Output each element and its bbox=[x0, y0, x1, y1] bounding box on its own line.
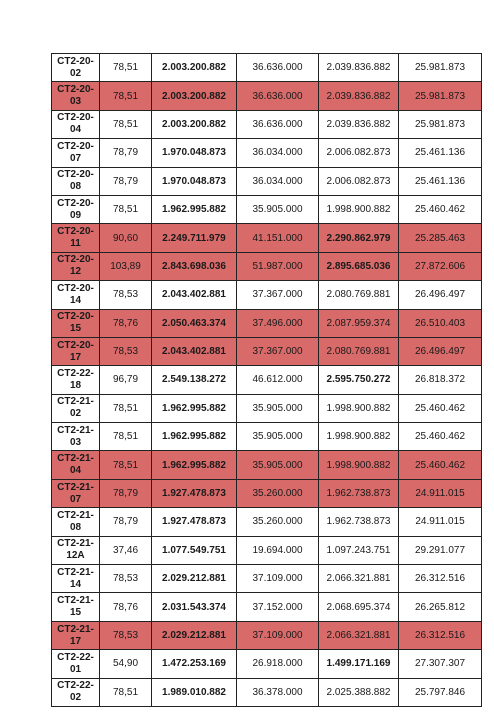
total-price-cell: 1.472.253.169 bbox=[152, 650, 237, 678]
fee-cell: 36.378.000 bbox=[237, 678, 319, 706]
sum-cell: 1.499.171.169 bbox=[319, 650, 399, 678]
unit-code-bottom: 08 bbox=[69, 521, 82, 533]
table-row bbox=[52, 451, 482, 479]
unit-code-cell bbox=[52, 565, 100, 593]
unit-code-cell bbox=[52, 281, 100, 309]
area-cell: 78,79 bbox=[100, 167, 152, 195]
unit-code-bottom: 12A bbox=[66, 550, 85, 562]
area-cell: 78,51 bbox=[100, 394, 152, 422]
total-price-cell: 2.249.711.979 bbox=[152, 224, 237, 252]
area-cell: 78,51 bbox=[100, 451, 152, 479]
unit-code-top: CT2-22- bbox=[57, 367, 94, 379]
total-price-cell: 1.962.995.882 bbox=[152, 394, 237, 422]
fee-cell: 36.636.000 bbox=[237, 54, 319, 82]
unit-price-cell: 25.981.873 bbox=[399, 54, 482, 82]
unit-price-cell: 25.981.873 bbox=[399, 110, 482, 138]
fee-cell: 37.109.000 bbox=[237, 621, 319, 649]
unit-code-cell bbox=[52, 139, 100, 167]
unit-code-top: CT2-22- bbox=[57, 651, 94, 663]
unit-code-top: CT2-21- bbox=[57, 509, 94, 521]
unit-price-cell: 24.911.015 bbox=[399, 508, 482, 536]
unit-code-top: CT2-20- bbox=[57, 140, 94, 152]
unit-code-bottom: 15 bbox=[69, 323, 82, 335]
total-price-cell: 1.989.010.882 bbox=[152, 678, 237, 706]
fee-cell: 19.694.000 bbox=[237, 536, 319, 564]
table-row bbox=[52, 224, 482, 252]
unit-code-bottom: 03 bbox=[69, 96, 82, 108]
unit-code-cell bbox=[52, 423, 100, 451]
area-cell: 78,51 bbox=[100, 82, 152, 110]
fee-cell: 51.987.000 bbox=[237, 252, 319, 280]
table-row bbox=[52, 621, 482, 649]
unit-price-cell: 24.911.015 bbox=[399, 479, 482, 507]
price-table bbox=[51, 53, 482, 707]
total-price-cell: 2.003.200.882 bbox=[152, 54, 237, 82]
unit-price-cell: 25.460.462 bbox=[399, 195, 482, 223]
fee-cell: 26.918.000 bbox=[237, 650, 319, 678]
unit-price-cell: 29.291.077 bbox=[399, 536, 482, 564]
area-cell: 78,51 bbox=[100, 110, 152, 138]
table-row bbox=[52, 479, 482, 507]
unit-code-cell bbox=[52, 195, 100, 223]
unit-code-cell bbox=[52, 110, 100, 138]
unit-code-bottom: 09 bbox=[69, 209, 82, 221]
unit-code-top: CT2-20- bbox=[57, 55, 94, 67]
fee-cell: 46.612.000 bbox=[237, 366, 319, 394]
unit-price-cell: 25.461.136 bbox=[399, 167, 482, 195]
table-row bbox=[52, 423, 482, 451]
sum-cell: 2.895.685.036 bbox=[319, 252, 399, 280]
unit-code-bottom: 01 bbox=[69, 663, 82, 675]
total-price-cell: 2.031.543.374 bbox=[152, 593, 237, 621]
unit-price-cell: 26.818.372 bbox=[399, 366, 482, 394]
fee-cell: 37.152.000 bbox=[237, 593, 319, 621]
unit-code-cell bbox=[52, 479, 100, 507]
unit-code-bottom: 14 bbox=[69, 294, 82, 306]
total-price-cell: 2.043.402.881 bbox=[152, 281, 237, 309]
unit-code-top: CT2-20- bbox=[57, 197, 94, 209]
unit-code-bottom: 02 bbox=[69, 692, 82, 704]
unit-price-cell: 26.496.497 bbox=[399, 337, 482, 365]
unit-code-top: CT2-20- bbox=[57, 254, 94, 266]
area-cell: 78,79 bbox=[100, 479, 152, 507]
area-cell: 54,90 bbox=[100, 650, 152, 678]
unit-code-cell bbox=[52, 593, 100, 621]
area-cell: 78,53 bbox=[100, 565, 152, 593]
total-price-cell: 2.003.200.882 bbox=[152, 82, 237, 110]
unit-price-cell: 25.797.846 bbox=[399, 678, 482, 706]
fee-cell: 35.905.000 bbox=[237, 394, 319, 422]
unit-code-cell bbox=[52, 536, 100, 564]
fee-cell: 35.905.000 bbox=[237, 195, 319, 223]
unit-code-top: CT2-21- bbox=[57, 538, 94, 550]
total-price-cell: 1.077.549.751 bbox=[152, 536, 237, 564]
unit-code-cell bbox=[52, 224, 100, 252]
area-cell: 78,53 bbox=[100, 281, 152, 309]
unit-code-bottom: 02 bbox=[69, 67, 82, 79]
unit-code-bottom: 07 bbox=[69, 152, 82, 164]
fee-cell: 35.905.000 bbox=[237, 451, 319, 479]
unit-code-cell bbox=[52, 621, 100, 649]
unit-price-cell: 27.872.606 bbox=[399, 252, 482, 280]
area-cell: 78,79 bbox=[100, 139, 152, 167]
unit-code-cell bbox=[52, 167, 100, 195]
unit-code-bottom: 04 bbox=[69, 124, 82, 136]
sum-cell: 2.039.836.882 bbox=[319, 110, 399, 138]
total-price-cell: 1.927.478.873 bbox=[152, 508, 237, 536]
sum-cell: 2.039.836.882 bbox=[319, 54, 399, 82]
area-cell: 78,53 bbox=[100, 337, 152, 365]
unit-code-top: CT2-21- bbox=[57, 453, 94, 465]
sum-cell: 1.962.738.873 bbox=[319, 508, 399, 536]
sum-cell: 2.066.321.881 bbox=[319, 621, 399, 649]
sum-cell: 2.025.388.882 bbox=[319, 678, 399, 706]
unit-code-bottom: 07 bbox=[69, 493, 82, 505]
unit-code-top: CT2-20- bbox=[57, 112, 94, 124]
table-row bbox=[52, 82, 482, 110]
table-row bbox=[52, 167, 482, 195]
sum-cell: 2.006.082.873 bbox=[319, 139, 399, 167]
unit-code-cell bbox=[52, 82, 100, 110]
table-row bbox=[52, 394, 482, 422]
fee-cell: 37.496.000 bbox=[237, 309, 319, 337]
fee-cell: 37.367.000 bbox=[237, 337, 319, 365]
price-table-body bbox=[52, 54, 482, 707]
sum-cell: 1.097.243.751 bbox=[319, 536, 399, 564]
unit-code-bottom: 18 bbox=[69, 379, 82, 391]
unit-price-cell: 25.460.462 bbox=[399, 423, 482, 451]
unit-price-cell: 27.307.307 bbox=[399, 650, 482, 678]
area-cell: 96,79 bbox=[100, 366, 152, 394]
unit-code-top: CT2-21- bbox=[57, 595, 94, 607]
unit-code-top: CT2-20- bbox=[57, 282, 94, 294]
table-row bbox=[52, 678, 482, 706]
unit-code-cell bbox=[52, 508, 100, 536]
unit-code-bottom: 15 bbox=[69, 607, 82, 619]
area-cell: 78,51 bbox=[100, 678, 152, 706]
table-row bbox=[52, 565, 482, 593]
sum-cell: 1.998.900.882 bbox=[319, 195, 399, 223]
total-price-cell: 1.970.048.873 bbox=[152, 139, 237, 167]
unit-code-bottom: 03 bbox=[69, 436, 82, 448]
unit-code-top: CT2-22- bbox=[57, 680, 94, 692]
unit-code-cell bbox=[52, 650, 100, 678]
sum-cell: 2.068.695.374 bbox=[319, 593, 399, 621]
total-price-cell: 2.843.698.036 bbox=[152, 252, 237, 280]
table-row bbox=[52, 593, 482, 621]
unit-code-top: CT2-21- bbox=[57, 623, 94, 635]
table-row bbox=[52, 195, 482, 223]
table-row bbox=[52, 337, 482, 365]
unit-code-top: CT2-21- bbox=[57, 566, 94, 578]
area-cell: 78,51 bbox=[100, 54, 152, 82]
area-cell: 90,60 bbox=[100, 224, 152, 252]
unit-code-cell bbox=[52, 678, 100, 706]
sum-cell: 2.080.769.881 bbox=[319, 281, 399, 309]
table-row bbox=[52, 281, 482, 309]
sum-cell: 2.080.769.881 bbox=[319, 337, 399, 365]
sum-cell: 1.998.900.882 bbox=[319, 451, 399, 479]
total-price-cell: 1.962.995.882 bbox=[152, 451, 237, 479]
unit-code-cell bbox=[52, 451, 100, 479]
total-price-cell: 2.029.212.881 bbox=[152, 621, 237, 649]
unit-code-top: CT2-21- bbox=[57, 396, 94, 408]
fee-cell: 36.636.000 bbox=[237, 82, 319, 110]
table-row bbox=[52, 536, 482, 564]
unit-code-bottom: 17 bbox=[69, 351, 82, 363]
area-cell: 78,51 bbox=[100, 195, 152, 223]
unit-code-top: CT2-20- bbox=[57, 311, 94, 323]
fee-cell: 36.034.000 bbox=[237, 139, 319, 167]
sum-cell: 2.006.082.873 bbox=[319, 167, 399, 195]
total-price-cell: 2.029.212.881 bbox=[152, 565, 237, 593]
table-row bbox=[52, 650, 482, 678]
sum-cell: 2.087.959.374 bbox=[319, 309, 399, 337]
total-price-cell: 1.970.048.873 bbox=[152, 167, 237, 195]
unit-price-cell: 26.312.516 bbox=[399, 621, 482, 649]
unit-price-cell: 26.496.497 bbox=[399, 281, 482, 309]
unit-code-top: CT2-21- bbox=[57, 424, 94, 436]
sum-cell: 2.039.836.882 bbox=[319, 82, 399, 110]
unit-code-top: CT2-20- bbox=[57, 226, 94, 238]
area-cell: 78,76 bbox=[100, 593, 152, 621]
sum-cell: 2.066.321.881 bbox=[319, 565, 399, 593]
unit-code-cell bbox=[52, 252, 100, 280]
table-row bbox=[52, 110, 482, 138]
total-price-cell: 2.050.463.374 bbox=[152, 309, 237, 337]
unit-code-bottom: 14 bbox=[69, 578, 82, 590]
unit-price-cell: 25.285.463 bbox=[399, 224, 482, 252]
unit-code-cell bbox=[52, 366, 100, 394]
unit-price-cell: 25.981.873 bbox=[399, 82, 482, 110]
unit-code-top: CT2-20- bbox=[57, 339, 94, 351]
fee-cell: 36.636.000 bbox=[237, 110, 319, 138]
total-price-cell: 1.962.995.882 bbox=[152, 195, 237, 223]
unit-code-bottom: 04 bbox=[69, 465, 82, 477]
unit-price-cell: 25.460.462 bbox=[399, 451, 482, 479]
area-cell: 37,46 bbox=[100, 536, 152, 564]
total-price-cell: 2.003.200.882 bbox=[152, 110, 237, 138]
total-price-cell: 1.962.995.882 bbox=[152, 423, 237, 451]
fee-cell: 35.260.000 bbox=[237, 508, 319, 536]
table-row bbox=[52, 508, 482, 536]
unit-code-cell bbox=[52, 337, 100, 365]
unit-code-cell bbox=[52, 394, 100, 422]
fee-cell: 36.034.000 bbox=[237, 167, 319, 195]
unit-price-cell: 26.510.403 bbox=[399, 309, 482, 337]
total-price-cell: 2.043.402.881 bbox=[152, 337, 237, 365]
total-price-cell: 1.927.478.873 bbox=[152, 479, 237, 507]
sum-cell: 1.998.900.882 bbox=[319, 423, 399, 451]
fee-cell: 35.905.000 bbox=[237, 423, 319, 451]
table-row bbox=[52, 366, 482, 394]
unit-price-cell: 25.460.462 bbox=[399, 394, 482, 422]
sum-cell: 1.962.738.873 bbox=[319, 479, 399, 507]
unit-code-bottom: 11 bbox=[70, 238, 81, 250]
fee-cell: 41.151.000 bbox=[237, 224, 319, 252]
sum-cell: 2.595.750.272 bbox=[319, 366, 399, 394]
unit-price-cell: 26.312.516 bbox=[399, 565, 482, 593]
sum-cell: 1.998.900.882 bbox=[319, 394, 399, 422]
area-cell: 78,79 bbox=[100, 508, 152, 536]
sum-cell: 2.290.862.979 bbox=[319, 224, 399, 252]
unit-price-cell: 25.461.136 bbox=[399, 139, 482, 167]
table-row bbox=[52, 54, 482, 82]
unit-code-top: CT2-20- bbox=[57, 169, 94, 181]
fee-cell: 37.109.000 bbox=[237, 565, 319, 593]
area-cell: 103,89 bbox=[100, 252, 152, 280]
table-row bbox=[52, 252, 482, 280]
unit-code-bottom: 12 bbox=[69, 266, 82, 278]
unit-code-bottom: 17 bbox=[69, 635, 82, 647]
area-cell: 78,76 bbox=[100, 309, 152, 337]
unit-code-top: CT2-21- bbox=[57, 481, 94, 493]
fee-cell: 37.367.000 bbox=[237, 281, 319, 309]
unit-code-cell bbox=[52, 309, 100, 337]
table-row bbox=[52, 139, 482, 167]
area-cell: 78,51 bbox=[100, 423, 152, 451]
fee-cell: 35.260.000 bbox=[237, 479, 319, 507]
area-cell: 78,53 bbox=[100, 621, 152, 649]
unit-code-bottom: 02 bbox=[69, 408, 82, 420]
unit-code-cell bbox=[52, 54, 100, 82]
total-price-cell: 2.549.138.272 bbox=[152, 366, 237, 394]
unit-code-bottom: 08 bbox=[69, 181, 82, 193]
table-row bbox=[52, 309, 482, 337]
unit-price-cell: 26.265.812 bbox=[399, 593, 482, 621]
unit-code-top: CT2-20- bbox=[57, 84, 94, 96]
